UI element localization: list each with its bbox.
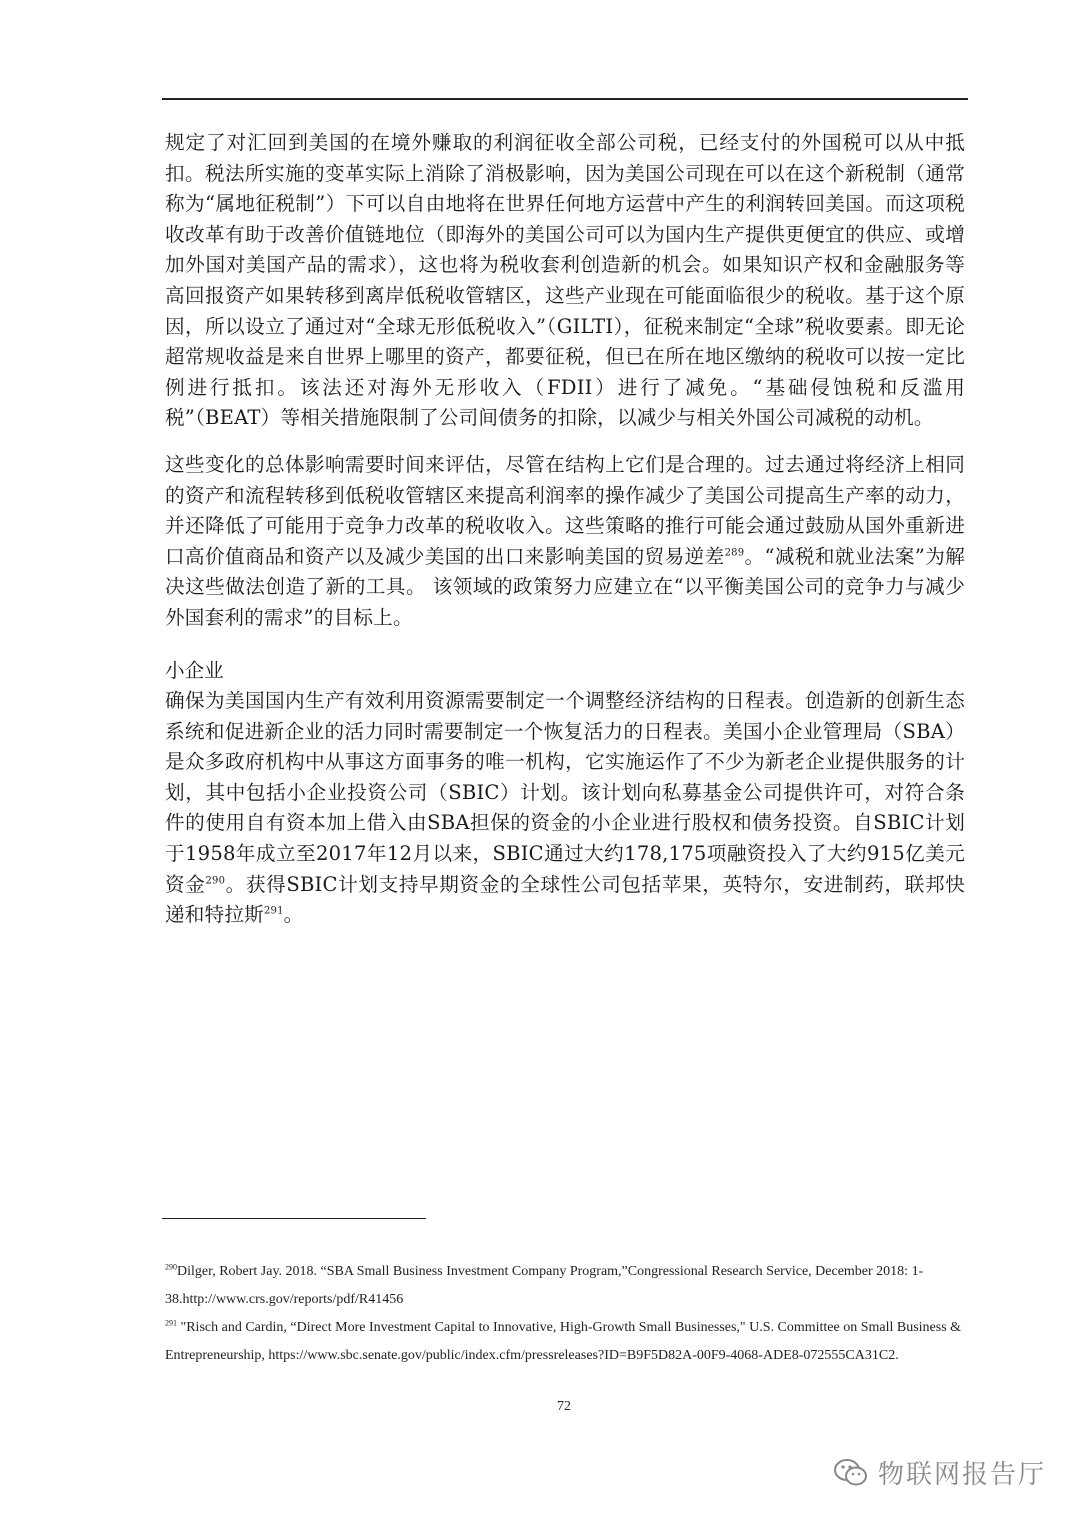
paragraph-3-text-3: 。 [283,903,304,927]
watermark-text: 物联网报告厅 [877,1460,1046,1490]
footnote-291 [165,1314,965,1370]
footnote-number: 290 [165,1262,177,1272]
paragraph-2-text-2: 。“减税和就业法案”为解决这些做法创造了新的工具。 该领域的政策努力应建立在“以平衡美国公司的竞争力与减少外国套利的需求”的目标上。 [165,544,965,629]
footnote-rule [162,1218,426,1219]
header-rule [162,98,968,100]
footnote-ref-290[interactable]: 290 [205,875,226,887]
paragraph-3 [165,686,965,931]
paragraph-2-text-1: 这些变化的总体影响需要时间来评估，尽管在结构上它们是合理的。过去通过将经济上相同的资产和流程转移到低税收管辖区来提高利润率的操作减少了美国公司提高生产率的动力，并还降低了可能用于竞争力改革的税收收入。这些策略的推行可能会通过鼓励从国外重新进口高价值商品和资产以及减少美国的出口来影响美国的贸易逆差 [165,452,965,568]
footnote-text: "Risch and Cardin, “Direct More Investment Capital to Innovative, High-Growth Small Businesses," U.S. Committee on Small Business & Entrepreneurship, https://www.sbc.senate.gov/public/index.cfm/pressreleases?ID=B9F5D82A-00F9-4068-ADE8-072555CA31C2. [165,1320,962,1363]
section-heading: 小企业 [165,658,224,682]
paragraph-2 [165,450,965,634]
footnote-text: Dilger, Robert Jay. 2018. “SBA Small Business Investment Company Program,”Congressional Research Service, December 2018: 1-38.http://www.crs.gov/reports/pdf/R41456 [165,1264,924,1307]
footnote-ref-289[interactable]: 289 [724,547,745,559]
wechat-icon [834,1458,868,1488]
main-content [165,128,965,931]
page-number: 72 [557,1399,571,1414]
paragraph-3-text-2: 。获得SBIC计划支持早期资金的全球性公司包括苹果，英特尔，安进制药，联邦快递和特拉斯 [165,872,966,927]
paragraph-1: 规定了对汇回到美国的在境外赚取的利润征收全部公司税，已经支付的外国税可以从中抵扣。税法所实施的变革实际上消除了消极影响，因为美国公司现在可以在这个新税制（通常称为“属地征税制”）下可以自由地将在世界任何地方运营中产生的利润转回美国。而这项税收改革有助于改善价值链地位（即海外的美国公司可以为国内生产提供更便宜的供应、或增加外国对美国产品的需求），这也将为税收套利创造新的机会。如果知识产权和金融服务等高回报资产如果转移到离岸低税收管辖区，这些产业现在可能面临很少的税收。基于这个原因，所以设立了通过对“全球无形低税收入”（GILTI），征税来制定“全球”税收要素。即无论超常规收益是来自世界上哪里的资产，都要征税，但已在所在地区缴纳的税收可以按一定比例进行抵扣。该法还对海外无形收入（FDII）进行了减免。“基础侵蚀税和反滥用税”（BEAT）等相关措施限制了公司间债务的扣除，以减少与相关外国公司减税的动机。 [165,131,965,430]
footnote-290 [165,1258,965,1314]
footnote-ref-291[interactable]: 291 [263,905,284,917]
footnotes [165,1258,965,1370]
footnote-number: 291 [165,1318,177,1328]
watermark [834,1454,1046,1491]
paragraph-3-text-1: 确保为美国国内生产有效利用资源需要制定一个调整经济结构的日程表。创造新的创新生态系统和促进新企业的活力同时需要制定一个恢复活力的日程表。美国小企业管理局（SBA）是众多政府机构中从事这方面事务的唯一机构，它实施运作了不少为新老企业提供服务的计划，其中包括小企业投资公司（SBIC）计划。该计划向私募基金公司提供许可，对符合条件的使用自有资本加上借入由SBA担保的资金的小企业进行股权和债务投资。自SBIC计划于1958年成立至2017年12月以来，SBIC通过大约178,175项融资投入了大约915亿美元资金 [165,689,965,896]
